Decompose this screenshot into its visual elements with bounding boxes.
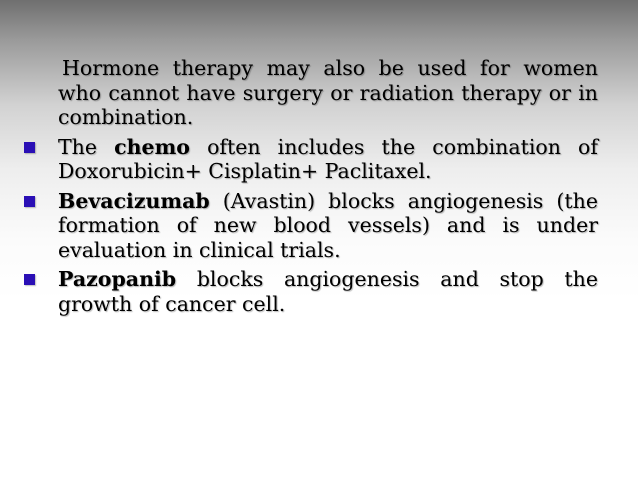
bullet-bold-term: chemo [114,134,190,159]
bullet-item-pazopanib [22,267,598,316]
square-bullet-icon [24,142,35,153]
square-bullet-icon [24,196,35,207]
bullet-rest-text: often includes the combination of Doxorubicin+ Cisplatin+ Paclitaxel. [58,134,598,183]
bullet-rest-text: blocks angiogenesis and stop the growth of cancer cell. [58,267,598,316]
bullet-item-bevacizumab [22,189,598,263]
bullet-item-chemo [22,135,598,184]
paragraph-text: Hormone therapy may also be used for women who cannot have surgery or radiation therapy or in combination. [58,56,598,129]
bullet-bold-term: Pazopanib [58,267,177,291]
paragraph-hormone-therapy [22,56,598,130]
slide-body [22,56,598,321]
bullet-bold-term: Bevacizumab [58,188,210,213]
square-bullet-icon [24,274,35,285]
bullet-lead-text: The [58,134,98,159]
bullet-rest-text: (Avastin) blocks angiogenesis (the formation of new blood vessels) and is under evaluation in clinical trials. [58,188,598,262]
